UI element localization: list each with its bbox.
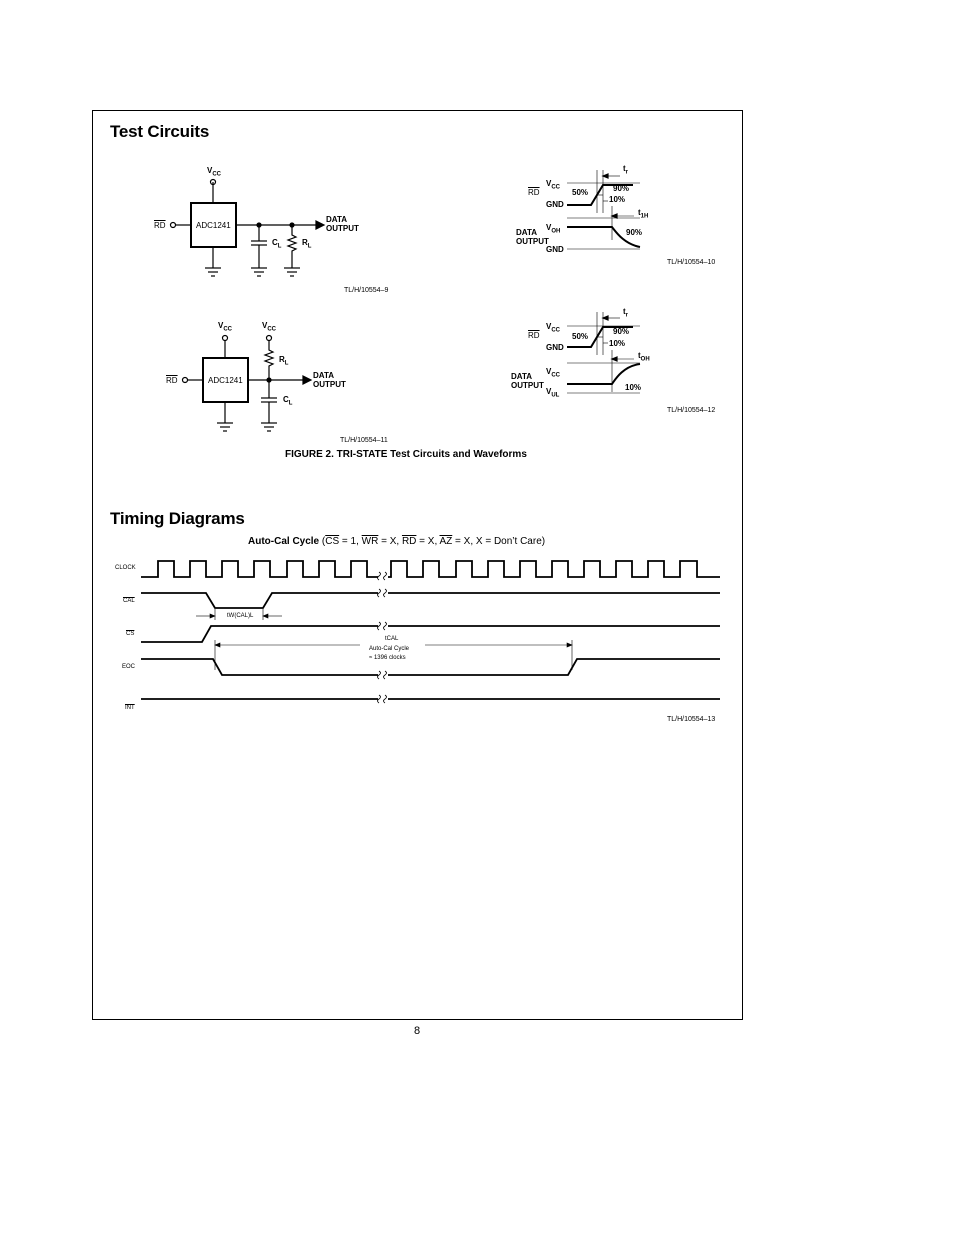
w1-90pct: 90%: [613, 184, 630, 193]
w1-50pct: 50%: [572, 188, 589, 197]
w1-90pct-b: 90%: [626, 228, 643, 237]
w1-voh-label: $V_{OH}$: [546, 223, 561, 235]
circuit-2-schematic: [183, 336, 312, 432]
c2-vcc2-label: $V_{CC}$: [262, 321, 277, 333]
signal-eoc-label: EOC: [122, 664, 136, 670]
c2-rl-label: $R_L$: [279, 355, 289, 367]
w2-vcc-label: $V_{CC}$: [546, 322, 561, 334]
w2-data-output: DATA OUTPUT: [511, 372, 544, 390]
w2-tr-label: $t_r$: [623, 307, 629, 319]
w2-10pct-b: 10%: [625, 383, 642, 392]
w1-data-output: DATA OUTPUT: [516, 228, 549, 246]
c1-output-label: DATA OUTPUT: [326, 215, 359, 233]
c2-output-label: DATA OUTPUT: [313, 371, 346, 389]
c2-chip-label: ADC1241: [208, 376, 243, 385]
w2-vol-label: $V_{UL}$: [546, 387, 560, 399]
circuit-1-schematic: [171, 180, 325, 277]
tcal-label: tCAL: [385, 636, 399, 642]
signal-cs-label: $\overline{CS}$: [126, 631, 135, 637]
w2-ref: TL/H/10554–12: [667, 407, 716, 414]
twcal-label: tW(CAL)L: [227, 613, 254, 619]
c2-cl-label: $C_L$: [283, 395, 293, 407]
c1-ref: TL/H/10554–9: [344, 287, 389, 294]
w2-gnd-label: GND: [546, 343, 564, 352]
waveform-2-drawing: [567, 312, 640, 393]
signal-clock-label: CLOCK: [115, 565, 136, 571]
c1-chip-label: ADC1241: [196, 221, 231, 230]
w1-tr-label: $t_r$: [623, 164, 629, 176]
timing-title: Auto-Cal Cycle ($\overline{CS} = 1$, $\overline{WR} = X$, $\overline{RD} = X$, $\overline{AZ} = X$, X = Don’t Care): [248, 536, 546, 547]
c1-cl-label: $C_L$: [272, 238, 282, 250]
w2-10pct: 10%: [609, 339, 626, 348]
w2-50pct: 50%: [572, 332, 589, 341]
w2-90pct: 90%: [613, 327, 630, 336]
timing-waveforms: [141, 561, 720, 699]
waveform-1-drawing: [567, 170, 643, 249]
w1-ref: TL/H/10554–10: [667, 259, 716, 266]
timing-ref: TL/H/10554–13: [667, 716, 716, 723]
page-number: 8: [414, 1025, 421, 1037]
c2-vcc1-label: $V_{CC}$: [218, 321, 233, 333]
autocal-cycle-label: Auto-Cal Cycle: [369, 646, 410, 652]
autocal-clocks-label: ≈ 1396 clocks: [369, 655, 406, 661]
w1-gnd2-label: GND: [546, 245, 564, 254]
w1-gnd-label: GND: [546, 200, 564, 209]
c1-rd-label: $\overline{RD}$: [154, 221, 166, 230]
c1-vcc-label: $V_{CC}$: [207, 166, 222, 178]
w1-vcc-label: $V_{CC}$: [546, 179, 561, 191]
c2-rd-label: $\overline{RD}$: [166, 376, 178, 385]
w1-rd-label: $\overline{RD}$: [528, 188, 540, 197]
signal-cal-label: $\overline{CAL}$: [123, 598, 135, 604]
c2-ref: TL/H/10554–11: [340, 437, 388, 444]
w1-10pct: 10%: [609, 195, 626, 204]
w2-rd-label: $\overline{RD}$: [528, 331, 540, 340]
c1-rl-label: $R_L$: [302, 238, 312, 250]
w2-vcc2-label: $V_{CC}$: [546, 367, 561, 379]
w1-t1h-label: $t_{1H}$: [638, 208, 649, 220]
section-title-timing-diagrams: Timing Diagrams: [110, 509, 245, 528]
w2-toh-label: $t_{OH}$: [638, 351, 650, 363]
section-title-test-circuits: Test Circuits: [110, 122, 210, 141]
figure-caption: FIGURE 2. TRI-STATE Test Circuits and Waveforms: [285, 449, 527, 460]
signal-int-label: $\overline{INT}$: [125, 705, 135, 711]
